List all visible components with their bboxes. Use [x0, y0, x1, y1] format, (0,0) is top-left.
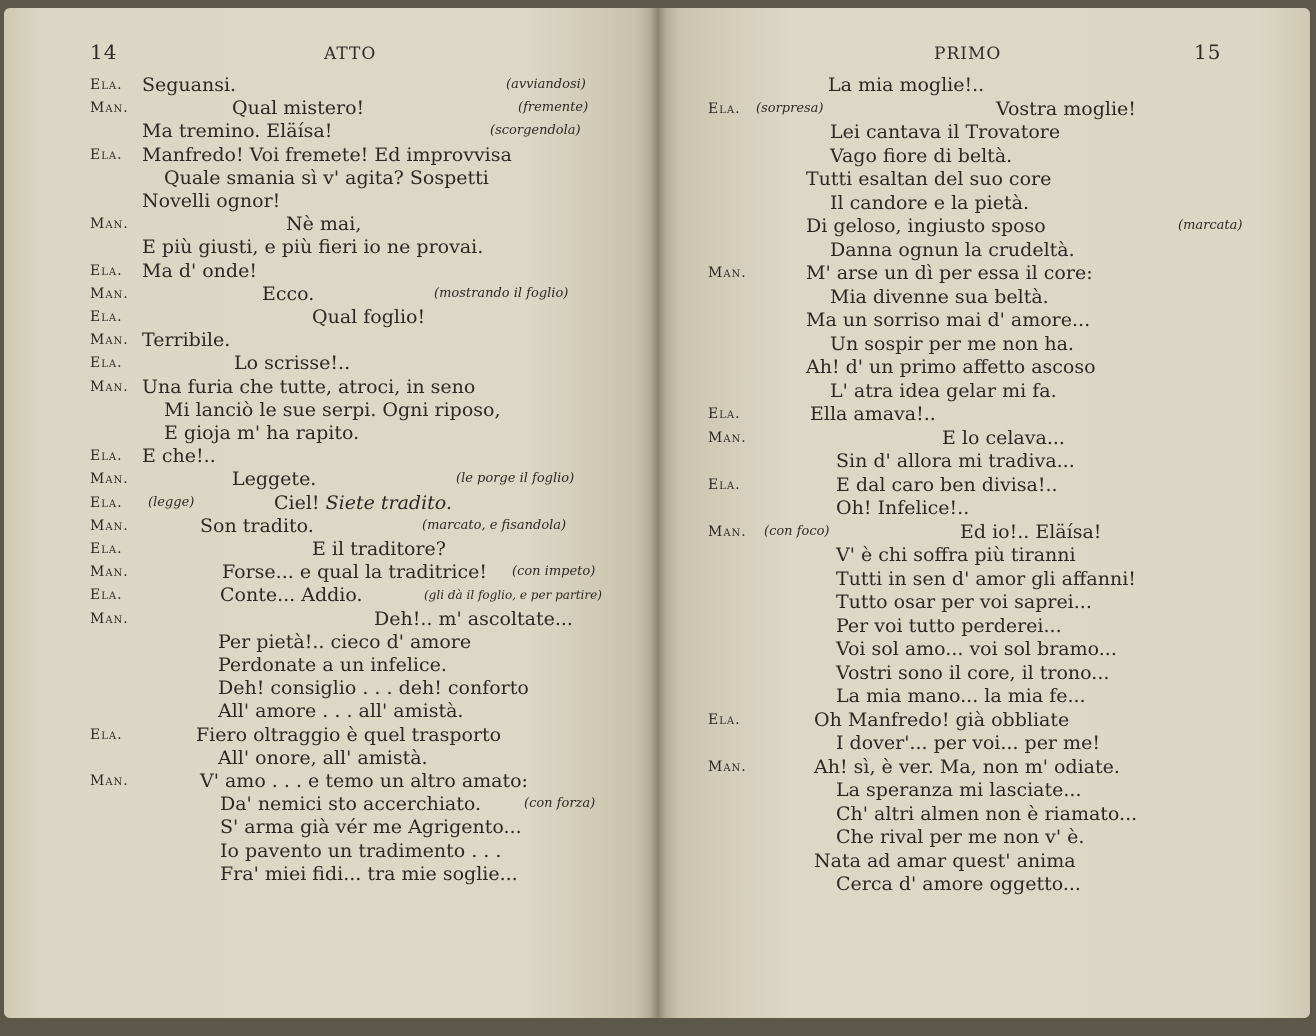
running-head: PRIMO: [934, 44, 1002, 64]
stage-direction: (avviandosi): [506, 77, 586, 92]
verse-line: [164, 422, 359, 444]
speaker-label: Ela.: [90, 309, 123, 325]
speaker-label: Man.: [90, 285, 129, 302]
verse-line: [836, 662, 1109, 684]
verse-text: Quale smania sì v' agita? Sospetti: [164, 166, 489, 189]
speaker-label: Ela.: [90, 726, 123, 743]
verse-text: Una furia che tutte, atroci, in seno: [142, 375, 476, 398]
verse-text: Un sospir per me non ha.: [830, 332, 1074, 355]
speaker-label: Man.: [708, 758, 747, 775]
verse-line: [218, 700, 463, 722]
verse-text: Ma tremino. Eläísa!: [142, 120, 333, 143]
verse-line: [806, 356, 1096, 378]
speaker-label: Ela.: [708, 100, 741, 117]
verse-line: [142, 74, 236, 96]
verse-text: Novelli ognor!: [142, 190, 281, 212]
verse-line: [218, 631, 471, 653]
verse-line: [814, 850, 1076, 872]
verse-text: Nata ad amar quest' anima: [814, 849, 1076, 872]
verse-line: [806, 168, 1051, 190]
speaker-label: Ela.: [90, 77, 123, 93]
speaker-label: Man.: [708, 523, 747, 540]
verse-text: All' amore . . . all' amistà.: [218, 700, 464, 723]
verse-line: [830, 286, 1049, 308]
speaker-label: Man.: [90, 100, 129, 117]
verse-text: Ch' altri almen non è riamato...: [836, 802, 1138, 825]
verse-line: [220, 863, 518, 885]
page-number: 14: [90, 40, 118, 64]
stage-direction: (marcato, e fisandola): [422, 517, 567, 533]
verse-line: [374, 608, 573, 630]
verse-text: Lei cantava il Trovatore: [830, 121, 1061, 143]
verse-text: Qual mistero!: [232, 97, 365, 120]
verse-line: [836, 450, 1075, 472]
verse-line: [218, 747, 428, 769]
verse-line: [234, 352, 350, 374]
verse-text: Ecco.: [262, 282, 315, 305]
verse-text: M' arse un dì per essa il core:: [806, 262, 1093, 284]
verse-line: [274, 492, 452, 514]
verse-line: [218, 654, 447, 676]
verse-line: [200, 515, 314, 537]
verse-line: [836, 803, 1137, 825]
verse-text: Vago fiore di beltà.: [830, 144, 1013, 167]
right-page: [660, 8, 1310, 1018]
speaker-label: Man.: [90, 378, 129, 395]
verse-line: [312, 538, 446, 560]
verse-line: [312, 306, 425, 328]
speaker-label: Man.: [708, 265, 747, 281]
verse-text: Oh Manfredo! già obbliate: [814, 708, 1070, 731]
letter-text: Siete tradito.: [319, 491, 452, 514]
stage-direction: (scorgendola): [490, 123, 581, 139]
verse-line: [806, 309, 1090, 331]
verse-text: Ma un sorriso mai d' amore...: [806, 309, 1091, 331]
stage-direction: (con impeto): [512, 564, 596, 580]
verse-line: [830, 192, 1029, 214]
speaker-label: Ela.: [90, 146, 123, 163]
speaker-label: Man.: [90, 517, 129, 534]
verse-line: [836, 474, 1058, 496]
verse-line: [814, 709, 1069, 731]
verse-line: [828, 74, 984, 96]
verse-line: [830, 121, 1060, 143]
verse-text: Ah! d' un primo affetto ascoso: [806, 356, 1096, 378]
verse-text: La mia mano... la mia fe...: [836, 685, 1086, 707]
verse-text: Tutti esaltan del suo core: [806, 168, 1052, 190]
verse-line: [262, 283, 314, 305]
verse-line: [142, 376, 475, 398]
verse-line: [220, 840, 501, 862]
verse-text: Io pavento un tradimento . . .: [220, 839, 502, 862]
verse-text: Perdonate a un infelice.: [218, 654, 447, 676]
verse-text: Leggete.: [232, 468, 317, 491]
verse-text: Che rival per me non v' è.: [836, 826, 1085, 848]
verse-text: La speranza mi lasciate...: [836, 779, 1082, 801]
verse-line: [142, 260, 257, 282]
verse-line: [836, 779, 1082, 801]
verse-text: Vostra moglie!: [996, 97, 1136, 120]
speaker-label: Ela.: [708, 476, 741, 493]
verse-text: Fiero oltraggio è quel trasporto: [196, 723, 502, 746]
stage-direction: (sorpresa): [756, 100, 824, 116]
verse-text: E il traditore?: [312, 538, 446, 560]
verse-line: [830, 145, 1012, 167]
verse-line: [996, 98, 1136, 120]
verse-line: [164, 167, 489, 189]
verse-line: [220, 793, 481, 815]
verse-line: [810, 403, 936, 425]
verse-line: [836, 568, 1136, 590]
verse-text: Mia divenne sua beltà.: [830, 285, 1049, 308]
verse-text: Per voi tutto perderei...: [836, 614, 1062, 637]
stage-direction: (gli dà il foglio, e per partire): [424, 588, 602, 603]
stage-direction: (fremente): [518, 100, 589, 116]
page-number: 15: [1194, 40, 1222, 64]
stage-direction: (legge): [148, 494, 195, 510]
verse-text: Lo scrisse!..: [234, 352, 351, 375]
verse-line: [220, 584, 363, 606]
verse-text: E dal caro ben divisa!..: [836, 473, 1058, 496]
verse-text: Deh! consiglio . . . deh! conforto: [218, 677, 529, 700]
speaker-label: Ela.: [708, 711, 741, 728]
verse-text: I dover'... per voi... per me!: [836, 732, 1100, 754]
speaker-label: Man.: [90, 564, 129, 581]
speaker-label: Ela.: [90, 448, 123, 465]
verse-text: Tutti in sen d' amor gli affanni!: [836, 567, 1136, 590]
verse-text: Vostri sono il core, il trono...: [836, 661, 1110, 684]
verse-text: Il candore e la pietà.: [830, 191, 1030, 214]
stage-direction: (con foco): [764, 523, 830, 539]
verse-line: [142, 329, 230, 351]
verse-text: Deh!.. m' ascoltate...: [374, 607, 573, 630]
verse-line: [164, 399, 501, 421]
verse-line: [830, 380, 1057, 402]
verse-line: [836, 826, 1084, 848]
verse-text: Son tradito.: [200, 514, 314, 537]
verse-text: Ciel!: [274, 491, 320, 514]
verse-text: Qual foglio!: [312, 306, 426, 328]
stage-direction: (mostrando il foglio): [434, 285, 569, 301]
stage-direction: (le porge il foglio): [456, 471, 575, 487]
verse-text: S' arma già vér me Agrigento...: [220, 816, 522, 839]
speaker-label: Ela.: [90, 262, 123, 279]
verse-line: [836, 544, 1076, 566]
verse-line: [196, 724, 501, 746]
verse-line: [220, 816, 522, 838]
verse-text: Nè mai,: [286, 213, 362, 236]
speaker-label: Man.: [90, 332, 129, 349]
verse-line: [836, 615, 1062, 637]
verse-text: Da' nemici sto accerchiato.: [220, 793, 482, 816]
verse-line: [142, 445, 216, 467]
verse-line: [836, 497, 969, 519]
verse-text: Per pietà!.. cieco d' amore: [218, 630, 472, 653]
speaker-label: Ela.: [90, 355, 123, 372]
verse-text: V' è chi soffra più tiranni: [836, 544, 1076, 566]
verse-text: Terribile.: [142, 329, 231, 352]
verse-line: [836, 685, 1086, 707]
verse-line: [200, 770, 528, 792]
verse-text: Tutto osar per voi saprei...: [836, 591, 1092, 613]
verse-text: E che!..: [142, 445, 216, 468]
verse-line: [836, 591, 1092, 613]
verse-line: [814, 756, 1120, 778]
verse-text: Ella amava!..: [810, 403, 936, 425]
speaker-label: Ela.: [708, 406, 741, 422]
speaker-label: Man.: [90, 773, 129, 789]
running-head: ATTO: [324, 44, 377, 64]
stage-direction: (con forza): [524, 796, 596, 812]
verse-text: Ed io!.. Eläísa!: [960, 520, 1102, 543]
verse-line: [806, 215, 1046, 237]
stage-direction: (marcata): [1178, 218, 1243, 233]
speaker-label: Man.: [708, 429, 747, 446]
verse-line: [942, 427, 1065, 449]
verse-line: [218, 677, 529, 699]
verse-line: [830, 333, 1074, 355]
verse-text: E più giusti, e più fieri io ne provai.: [142, 236, 484, 259]
verse-text: Fra' miei fidi... tra mie soglie...: [220, 862, 518, 885]
verse-text: Seguansi.: [142, 74, 237, 96]
verse-line: [142, 236, 483, 258]
verse-text: Mi lanciò le sue serpi. Ogni riposo,: [164, 398, 501, 421]
verse-text: Voi sol amo... voi sol bramo...: [836, 638, 1117, 660]
verse-text: E lo celava...: [942, 426, 1065, 449]
verse-text: Di geloso, ingiusto sposo: [806, 215, 1046, 237]
verse-line: [286, 213, 361, 235]
verse-text: All' onore, all' amistà.: [218, 746, 428, 769]
verse-text: La mia moglie!..: [828, 74, 985, 96]
verse-line: [836, 732, 1100, 754]
speaker-label: Man.: [90, 610, 129, 627]
speaker-label: Ela.: [90, 541, 123, 557]
verse-line: [232, 468, 316, 490]
verse-line: [222, 561, 487, 583]
book-gutter: [650, 8, 666, 1018]
verse-text: Oh! Infelice!..: [836, 497, 970, 519]
speaker-label: Ela.: [90, 494, 123, 511]
verse-text: Conte... Addio.: [220, 584, 363, 607]
verse-text: Ma d' onde!: [142, 259, 257, 282]
verse-text: Sin d' allora mi tradiva...: [836, 450, 1075, 472]
verse-line: [830, 239, 1075, 261]
speaker-label: Ela.: [90, 587, 123, 604]
verse-line: [142, 120, 332, 142]
verse-line: [836, 638, 1117, 660]
verse-text: E gioja m' ha rapito.: [164, 422, 360, 444]
verse-text: Manfredo! Voi fremete! Ed improvvisa: [142, 143, 512, 166]
verse-line: [806, 262, 1093, 284]
verse-text: Ah! sì, è ver. Ma, non m' odiate.: [814, 755, 1120, 778]
speaker-label: Man.: [90, 216, 129, 233]
verse-line: [232, 97, 364, 119]
verse-line: [142, 144, 512, 166]
verse-line: [142, 190, 280, 212]
verse-text: L' atra idea gelar mi fa.: [830, 379, 1057, 402]
verse-text: Danna ognun la crudeltà.: [830, 238, 1075, 261]
verse-line: [960, 521, 1101, 543]
verse-text: Forse... e qual la traditrice!: [222, 561, 487, 584]
verse-line: [836, 873, 1081, 895]
verse-text: V' amo . . . e temo un altro amato:: [200, 770, 528, 792]
verse-text: Cerca d' amore oggetto...: [836, 873, 1081, 895]
speaker-label: Man.: [90, 471, 129, 488]
left-page: [4, 8, 656, 1018]
